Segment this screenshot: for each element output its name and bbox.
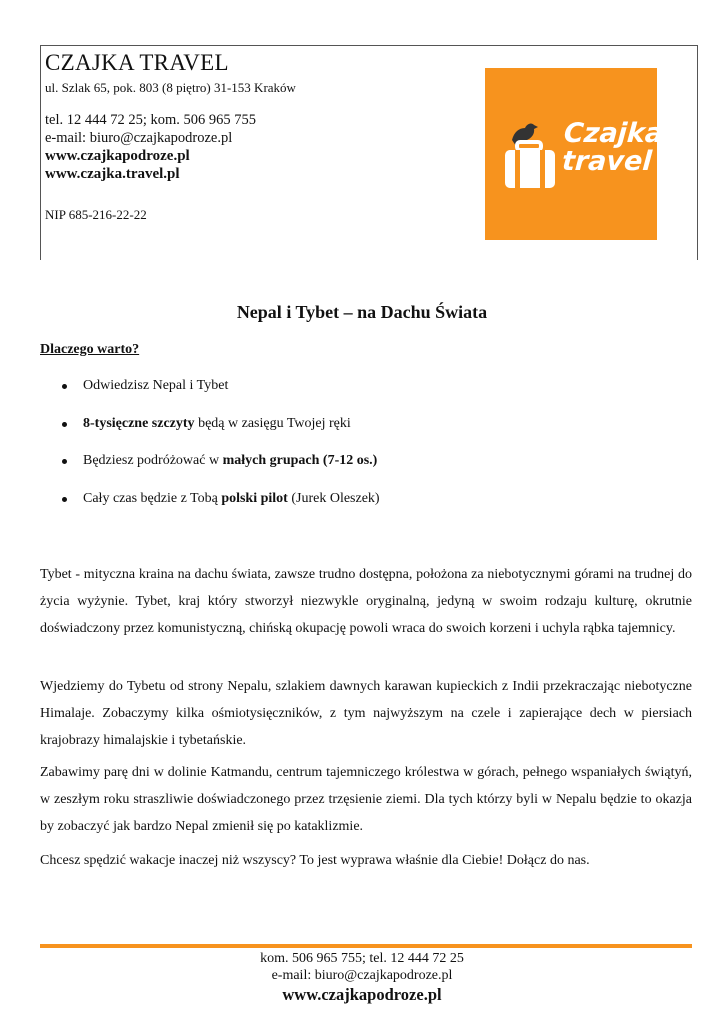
website-link-2[interactable]: www.czajka.travel.pl [45,166,180,182]
logo-line-1: Czajka [562,118,665,149]
reasons-list [62,378,380,529]
footer-phones: kom. 506 965 755; tel. 12 444 72 25 [260,951,464,966]
bullet-text: (Jurek Oleszek) [287,491,380,507]
bullet-text: Odwiedzisz Nepal i Tybet [83,378,229,393]
bullet-bold-text: małych grupach (7-12 os.) [222,453,378,469]
bullet-icon [62,422,67,427]
footer-divider [40,944,692,948]
paragraph-tibet: Tybet - mityczna kraina na dachu świata, zawsze trudno dostępna, położona za niebotycznymi górami na trudnej do życia wyżynie. Tybet, kraj który stworzył niezwykle oryginalną, jedyną w swoim rodzaju kulturę, okrutnie doświadczony przez komunistyczną, chińską okupację powoli wraca do swoich korzeni i uchyla rąbka tajemnicy. [40,567,692,636]
footer-website-link[interactable]: www.czajkapodroze.pl [282,985,442,1004]
company-logo [485,68,665,240]
list-item [62,491,380,529]
company-name: CZAJKA TRAVEL [45,50,229,75]
paragraph-kathmandu: Zabawimy parę dni w dolinie Katmandu, centrum tajemniczego królestwa w górach, pełnego wspaniałych świątyń, w zeszłym roku straszliwie doświadczonego przez trzęsienie ziemi. Dla tych którzy byli w Nepalu będzie to okazja by zobaczyć jak bardzo Nepal zmienił się po kataklizmie. [40,765,692,834]
bullet-icon [62,459,67,464]
footer-email: e-mail: biuro@czajkapodroze.pl [271,968,453,983]
contact-block [45,111,256,183]
logo-wordmark [561,120,664,176]
list-item [62,453,380,491]
bullet-text: będą w zasięgu Twojej ręki [194,415,351,431]
website-link-1[interactable]: www.czajkapodroze.pl [45,148,190,164]
footer [0,950,724,1006]
email-line: e-mail: biuro@czajkapodroze.pl [45,130,233,146]
bullet-bold-text: 8-tysięczne szczyty [83,415,195,431]
why-heading: Dlaczego warto? [40,342,140,357]
phone-line: tel. 12 444 72 25; kom. 506 965 755 [45,112,257,128]
letterhead [40,45,698,260]
paragraph-route: Wjedziemy do Tybetu od strony Nepalu, szlakiem dawnych karawan kupieckich z Indii przekraczając niebotyczne Himalaje. Zobaczymy kilka ośmiotysięczników, z tym najwyższym na czele i zapierające dech w piersiach krajobrazy himalajskie i tybetańskie. [40,679,692,748]
bullet-bold-text: polski pilot [221,491,288,507]
bullet-text: Cały czas będzie z Tobą [83,491,222,507]
bullet-icon [62,384,67,389]
nip-number: NIP 685-216-22-22 [45,207,147,222]
bullet-text: Będziesz podróżować w [83,453,223,469]
logo-line-2: travel [560,146,653,177]
page-title: Nepal i Tybet – na Dachu Świata [236,302,488,322]
company-address: ul. Szlak 65, pok. 803 (8 piętro) 31-153 Kraków [45,80,296,95]
list-item [62,378,380,416]
bullet-icon [62,497,67,502]
list-item [62,416,380,454]
paragraph-cta: Chcesz spędzić wakacje inaczej niż wszyscy? To jest wyprawa właśnie dla Ciebie! Dołącz do nas. [40,853,590,868]
